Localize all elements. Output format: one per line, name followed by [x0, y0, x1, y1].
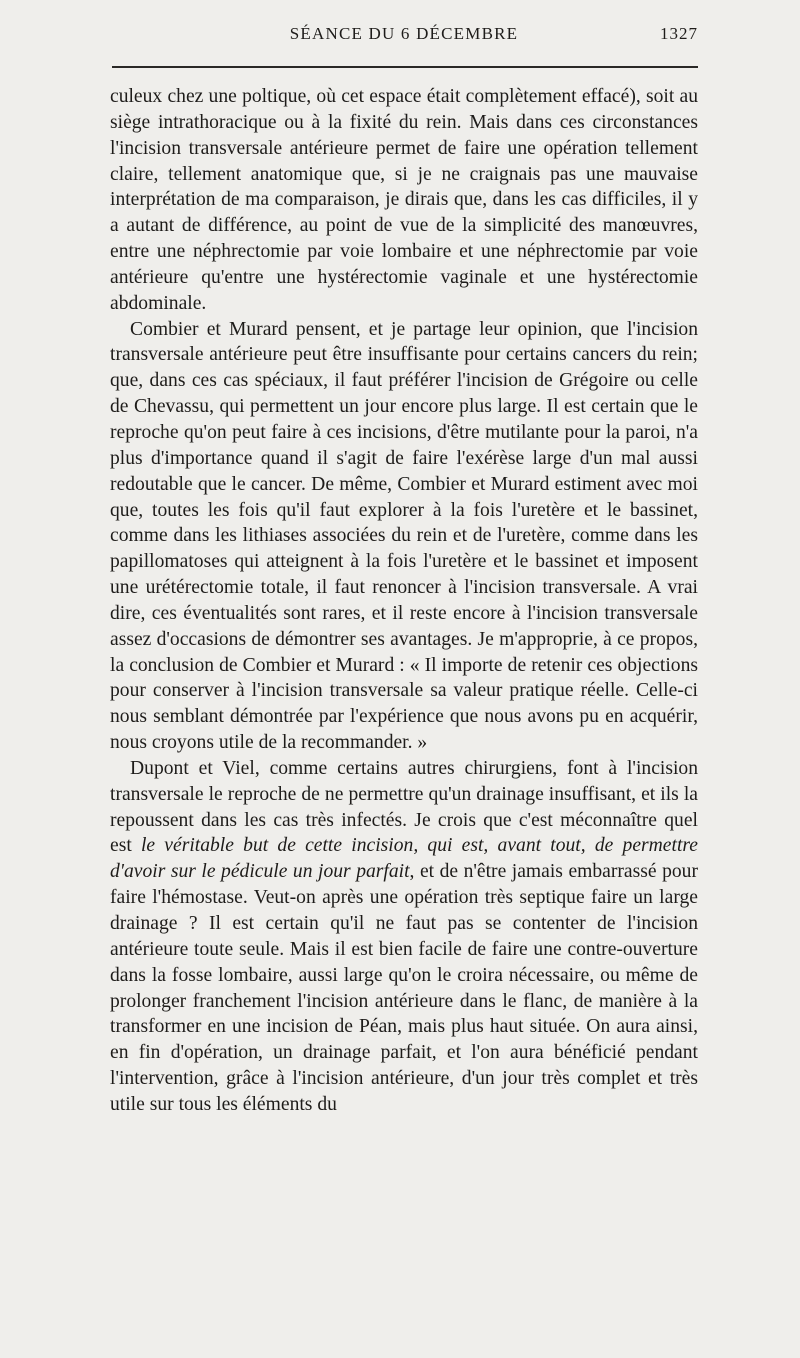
body-text	[110, 84, 698, 1118]
paragraph-3-start: Dupont et Viel, comme certains autres chirurgiens, font à l'incision transversale le reproche de ne permettre qu'un drainage insuffisant, et ils la repoussent dans les cas très infectés. Je crois que c'est méconnaître quel est	[110, 757, 698, 857]
paragraph-3-italic: le véritable but de cette incision, qui est, avant tout, de permettre d'avoir sur le pédicule un jour parfait	[110, 835, 698, 883]
paragraph-2: Combier et Murard pensent, et je partage leur opinion, que l'incision transversale antérieure peut être insuffisante pour certains cancers du rein; que, dans ces cas spéciaux, il faut préférer l'incision de Grégoire ou celle de Chevassu, qui permettent un jour encore plus large. Il est certain que le reproche qu'on peut faire à ces incisions, d'être mutilante pour la paroi, n'a plus d'importance quand il s'agit de faire l'exérèse large d'un mal aussi redoutable que le cancer. De même, Combier et Murard estiment avec moi que, toutes les fois qu'il faut explorer à la fois l'uretère et le bassinet, comme dans les lithiases associées du rein et de l'uretère, comme dans les papillomatoses qui atteignent à la fois l'uretère et le bassinet et imposent une urétérectomie totale, il faut renoncer à l'incision transversale. A vrai dire, ces éventualités sont rares, et il reste encore à l'incision transversale assez d'occasions de démontrer ses avantages. Je m'approprie, à ce propos, la conclusion de Combier et Murard : « Il importe de retenir ces objections pour conserver à l'incision transversale sa valeur pratique réelle. Celle-ci nous semblant démontrée par l'expérience que nous avons pu en acquérir, nous croyons utile de la recommander. »	[110, 318, 698, 754]
paragraph-3	[110, 756, 698, 1118]
page-number: 1327	[660, 24, 698, 43]
running-head	[110, 24, 698, 50]
header-rule	[112, 66, 698, 68]
paragraph-3-end: , et de n'être jamais embarrassé pour faire l'hémostase. Veut-on après une opération très septique faire un large drainage ? Il est certain qu'il ne faut pas se contenter de l'incision antérieure toute seule. Mais il est bien facile de faire une contre-ouverture dans la fosse lombaire, aussi large qu'on le croira nécessaire, ou même de prolonger franchement l'incision antérieure dans le flanc, de manière à la transformer en une incision de Péan, mais plus haut située. On aura ainsi, en fin d'opération, un drainage parfait, et l'on aura bénéficié pendant l'intervention, grâce à l'incision antérieure, d'un jour très complet et très utile sur tous les éléments du	[110, 861, 698, 1115]
paragraph-1: culeux chez une poltique, où cet espace était complètement effacé), soit au siège intrathoracique ou à la fixité du rein. Mais dans ces circonstances l'incision transversale antérieure permet de faire une opération tellement claire, tellement anatomique que, si je ne craignais pas une mauvaise interprétation de ma comparaison, je dirais que, dans les cas difficiles, il y a autant de différence, au point de vue de la simplicité des manœuvres, entre une néphrectomie par voie lombaire et une néphrectomie par voie antérieure qu'entre une hystérectomie vaginale et une hystérectomie abdominale.	[110, 86, 698, 314]
running-head-title: SÉANCE DU 6 DÉCEMBRE	[289, 24, 519, 43]
